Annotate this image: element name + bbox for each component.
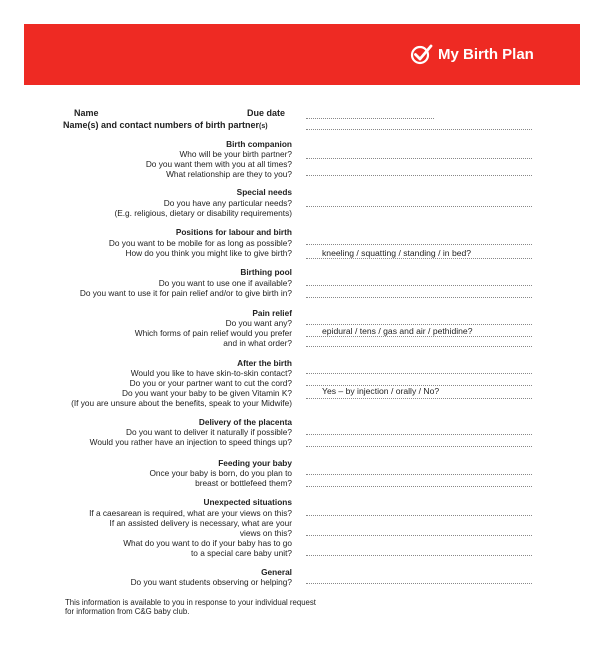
question-needs-examples: (E.g. religious, dietary or disability requirements) [114, 208, 292, 218]
answer-field-mobile[interactable] [306, 244, 532, 245]
answer-field-pool-pain-relief[interactable] [306, 297, 532, 298]
header-banner [24, 24, 580, 85]
question-feeding-plan: Once your baby is born, do you plan to [149, 468, 292, 478]
answer-field-use-pool[interactable] [306, 285, 532, 286]
answer-field-pain-relief[interactable] [306, 336, 532, 337]
section-heading-positions: Positions for labour and birth [175, 227, 292, 237]
answer-field-feeding-plan[interactable] [306, 474, 532, 475]
section-heading-unexpected: Unexpected situations [203, 497, 292, 507]
answer-field-pain-relief-order[interactable] [306, 346, 532, 347]
name-label: Name [74, 108, 99, 118]
question-pool-pain-relief: Do you want to use it for pain relief and/or to give birth in? [79, 288, 292, 298]
answer-field-vitamin-k[interactable] [306, 398, 532, 399]
answer-field-birth-partner[interactable] [306, 158, 532, 159]
question-vitamin-k: Do you want your baby to be given Vitamin K? [121, 388, 292, 398]
question-want-any: Do you want any? [225, 318, 292, 328]
question-relationship: What relationship are they to you? [166, 169, 292, 179]
answer-field-special-care[interactable] [306, 555, 532, 556]
question-caesarean: If a caesarean is required, what are your views on this? [89, 508, 292, 518]
question-deliver-naturally: Do you want to deliver it naturally if possible? [125, 427, 292, 437]
answer-field-special-needs[interactable] [306, 206, 532, 207]
page-title: My Birth Plan [438, 46, 534, 63]
question-with-you-all-times: Do you want them with you at all times? [145, 159, 292, 169]
section-heading-special-needs: Special needs [236, 187, 292, 197]
answer-options-pain-relief: epidural / tens / gas and air / pethidine? [322, 326, 473, 336]
question-breast-bottle: breast or bottlefeed them? [195, 478, 292, 488]
question-give-birth-position: How do you think you might like to give birth? [125, 248, 292, 258]
question-cut-cord: Do you or your partner want to cut the cord? [129, 378, 292, 388]
due-date-field[interactable] [306, 118, 434, 119]
answer-options-vitamin-k: Yes – by injection / orally / No? [322, 386, 440, 396]
check-icon [410, 43, 434, 65]
question-assisted-delivery: If an assisted delivery is necessary, what are your [109, 518, 292, 528]
answer-field-caesarean[interactable] [306, 515, 532, 516]
section-heading-after-birth: After the birth [237, 358, 292, 368]
question-special-care: What do you want to do if your baby has to go [123, 538, 292, 548]
question-assisted-views: views on this? [239, 528, 292, 538]
question-pain-relief-order: and in what order? [223, 338, 292, 348]
question-skin-to-skin: Would you like to have skin-to-skin contact? [130, 368, 292, 378]
answer-field-injection[interactable] [306, 446, 532, 447]
section-heading-pain-relief: Pain relief [252, 308, 292, 318]
section-heading-feeding: Feeding your baby [218, 458, 292, 468]
section-heading-birthing-pool: Birthing pool [240, 267, 292, 277]
answer-field-breast-bottle[interactable] [306, 486, 532, 487]
answer-field-relationship[interactable] [306, 175, 532, 176]
question-birth-partner: Who will be your birth partner? [179, 149, 292, 159]
question-mobile: Do you want to be mobile for as long as possible? [108, 238, 292, 248]
due-date-label: Due date [247, 108, 286, 118]
answer-field-cut-cord[interactable] [306, 385, 532, 386]
answer-field-assisted-delivery[interactable] [306, 535, 532, 536]
question-vitamin-k-note: (If you are unsure about the benefits, speak to your Midwife) [71, 398, 292, 408]
footer-note-line-1: This information is available to you in response to your individual request [65, 598, 316, 607]
answer-field-skin-to-skin[interactable] [306, 373, 532, 374]
question-use-pool: Do you want to use one if available? [158, 278, 292, 288]
answer-field-want-any[interactable] [306, 324, 532, 325]
section-heading-placenta: Delivery of the placenta [198, 417, 292, 427]
section-heading-general: General [261, 567, 292, 577]
answer-field-position[interactable] [306, 258, 532, 259]
answer-field-deliver-naturally[interactable] [306, 434, 532, 435]
question-students: Do you want students observing or helping? [130, 577, 292, 587]
birth-partner-contacts-field[interactable] [306, 129, 532, 130]
answer-field-students[interactable] [306, 583, 532, 584]
answer-options-positions: kneeling / squatting / standing / in bed? [322, 248, 472, 258]
question-particular-needs: Do you have any particular needs? [163, 198, 292, 208]
question-special-care-unit: to a special care baby unit? [190, 548, 292, 558]
question-forms-pain-relief: Which forms of pain relief would you prefer [134, 328, 292, 338]
birth-partner-contacts-label: Name(s) and contact numbers of birth partner(s) [63, 120, 268, 130]
section-heading-birth-companion: Birth companion [226, 139, 292, 149]
footer-note-line-2: for information from C&G baby club. [65, 607, 190, 616]
question-injection: Would you rather have an injection to speed things up? [89, 437, 292, 447]
